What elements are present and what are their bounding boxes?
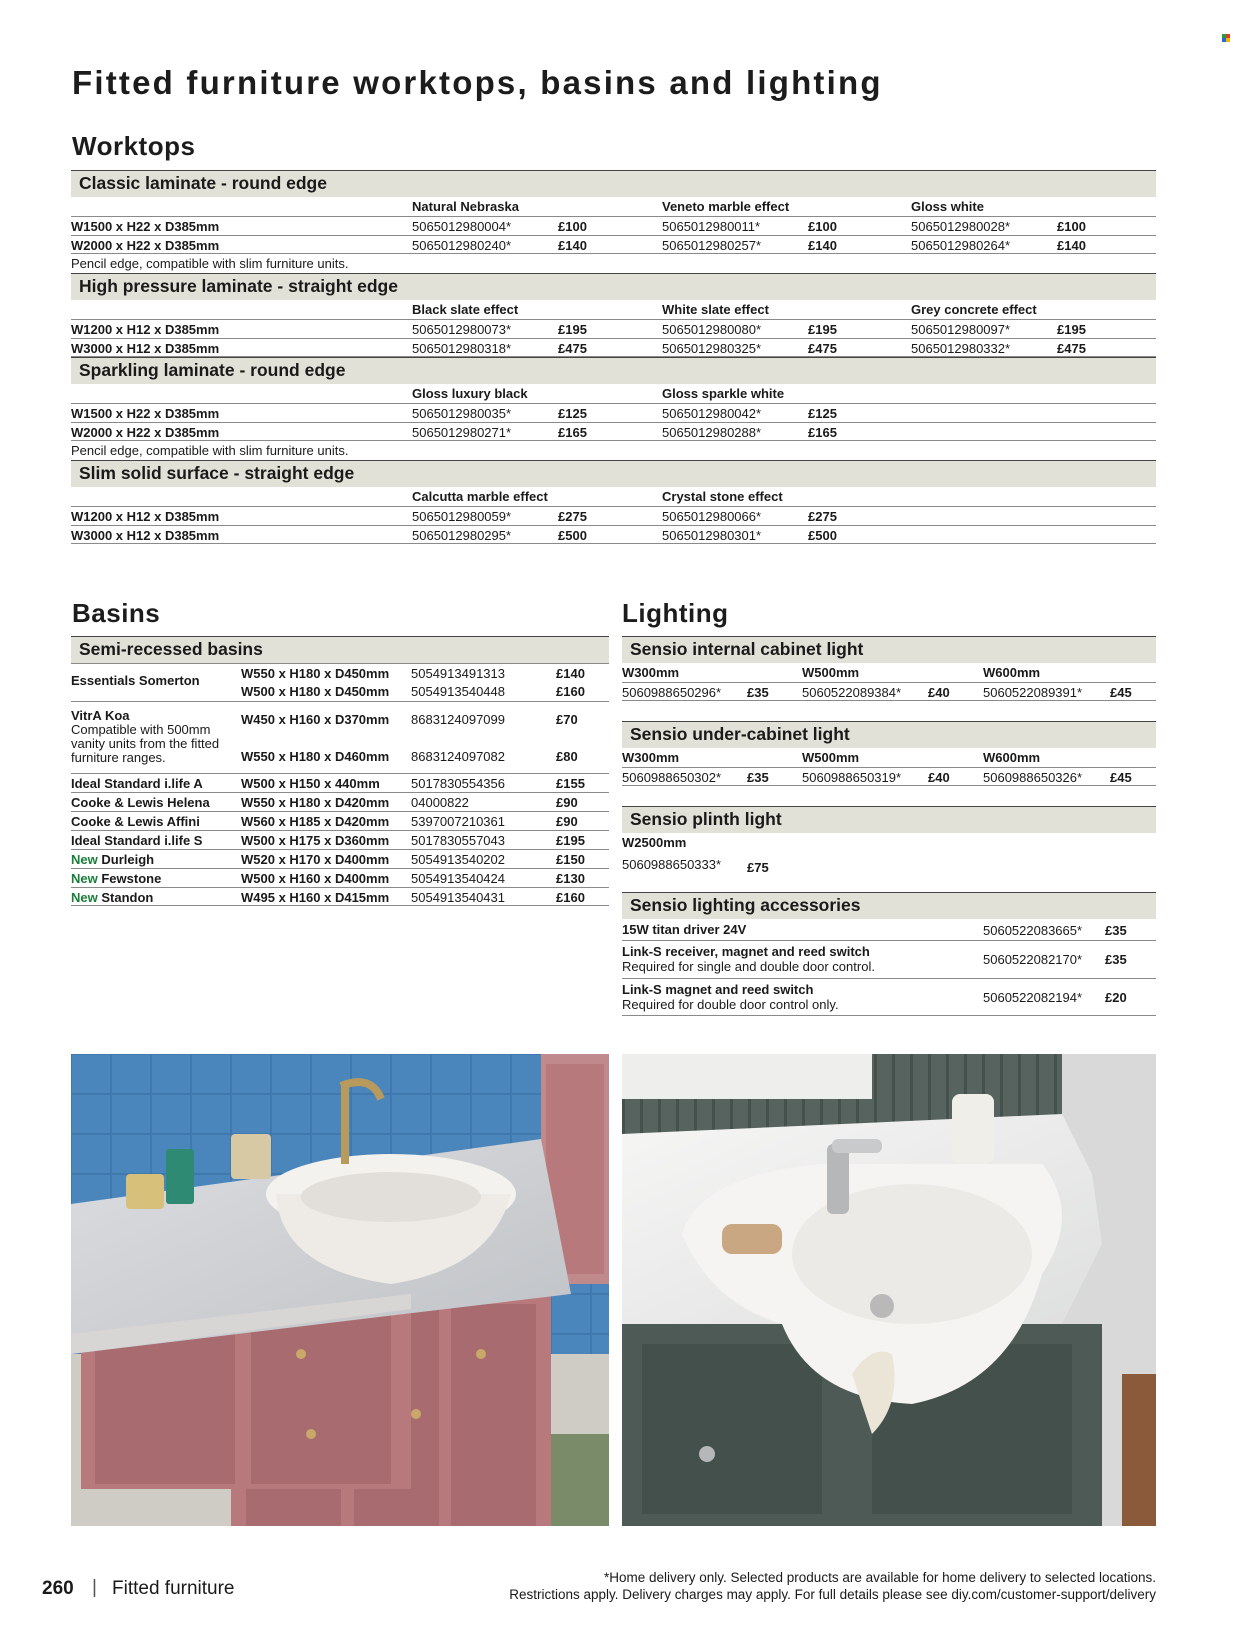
code-cell: 5060988650333*: [622, 857, 722, 872]
table-row: [71, 319, 1156, 338]
accessory-description: Required for double door control only.: [622, 997, 839, 1012]
size-cell: W550 x H180 x D460mm: [241, 749, 390, 764]
code-cell: 5054913491313: [411, 666, 505, 681]
code-cell: 5065012980240*: [412, 238, 512, 253]
price-cell: £40: [928, 770, 950, 785]
size-cell: W1200 x H12 x D385mm: [71, 322, 220, 337]
size-cell: W560 x H185 x D420mm: [241, 814, 390, 829]
code-cell: 5060988650319*: [802, 770, 902, 785]
code-cell: 5065012980011*: [662, 219, 761, 234]
page-number: 260: [42, 1578, 74, 1599]
size-cell: W1500 x H22 x D385mm: [71, 219, 220, 234]
lighting-table: [622, 636, 1156, 1016]
code-cell: 5054913540424: [411, 871, 505, 886]
code-cell: 5065012980332*: [911, 341, 1011, 356]
accessory-name: Link-S receiver, magnet and reed switch: [622, 944, 870, 959]
code-cell: 8683124097099: [411, 712, 505, 727]
price-cell: £475: [558, 341, 587, 356]
table-row: [71, 506, 1156, 525]
size-cell: W495 x H160 x D415mm: [241, 890, 390, 905]
basin-name: Ideal Standard i.life A: [71, 776, 203, 791]
table-row: [71, 887, 609, 906]
price-cell: £275: [808, 509, 837, 524]
worktop-section-bar: Slim solid surface - straight edge: [71, 460, 1156, 487]
price-cell: £275: [558, 509, 587, 524]
code-cell: 5060522082194*: [983, 990, 1083, 1005]
code-cell: 5065012980288*: [662, 425, 762, 440]
code-cell: 5054913540448: [411, 684, 505, 699]
basin-description: Compatible with 500mm vanity units from the fitted furniture ranges.: [71, 722, 220, 765]
table-row: [71, 849, 609, 868]
price-cell: £140: [558, 238, 587, 253]
code-cell: 5065012980318*: [412, 341, 512, 356]
basins-table: [71, 636, 609, 906]
price-cell: £475: [1057, 341, 1086, 356]
worktops-heading: Worktops: [72, 131, 196, 161]
basin-name: Essentials Somerton: [71, 673, 200, 688]
price-cell: £75: [747, 860, 769, 875]
price-cell: £130: [556, 871, 585, 886]
price-cell: £155: [556, 776, 585, 791]
price-cell: £195: [556, 833, 585, 848]
table-row: [71, 868, 609, 887]
table-row: [622, 682, 1156, 701]
disclaimer-line: *Home delivery only. Selected products are available for home delivery to selected locations.: [603, 1570, 1156, 1585]
basins-heading: Basins: [72, 598, 161, 628]
table-row: [71, 403, 1156, 422]
price-cell: £80: [556, 749, 578, 764]
basin-name: Durleigh: [101, 852, 155, 867]
disclaimer-line: Restrictions apply. Delivery charges may apply. For full details please see diy.com/customer-support/delivery: [509, 1587, 1156, 1602]
worktop-section-bar: Sparkling laminate - round edge: [71, 357, 1156, 384]
price-cell: £150: [556, 852, 585, 867]
basin-name: Standon: [101, 890, 154, 905]
worktop-section-bar: Classic laminate - round edge: [71, 170, 1156, 197]
table-row: [71, 792, 609, 811]
price-cell: £125: [558, 406, 587, 421]
basin-name: Cooke & Lewis Helena: [71, 795, 210, 810]
code-cell: 5065012980080*: [662, 322, 762, 337]
table-row: [71, 663, 609, 688]
code-cell: 5054913540431: [411, 890, 505, 905]
footer-section-name: Fitted furniture: [112, 1578, 235, 1599]
price-cell: £35: [747, 770, 769, 785]
price-cell: £500: [808, 528, 837, 543]
code-cell: 5065012980257*: [662, 238, 762, 253]
finish-label: Gloss white: [911, 199, 984, 214]
price-cell: £475: [808, 341, 837, 356]
size-cell: W500 x H180 x D450mm: [241, 684, 390, 699]
price-cell: £35: [747, 685, 769, 700]
basin-name: VitrA Koa: [71, 708, 130, 723]
size-cell: W2000 x H22 x D385mm: [71, 238, 220, 253]
price-cell: £125: [808, 406, 837, 421]
code-cell: 5065012980097*: [911, 322, 1011, 337]
code-cell: 5017830554356: [411, 776, 505, 791]
table-row: [71, 525, 1156, 544]
table-row: [622, 978, 1156, 1016]
price-cell: £70: [556, 712, 578, 727]
basin-name: Fewstone: [101, 871, 162, 886]
section-note: [71, 441, 1156, 460]
table-row: [71, 682, 609, 701]
price-cell: £165: [558, 425, 587, 440]
code-cell: 5065012980035*: [412, 406, 512, 421]
price-cell: £160: [556, 684, 585, 699]
code-cell: 5065012980073*: [412, 322, 512, 337]
code-cell: 5065012980325*: [662, 341, 762, 356]
width-header-row: [622, 748, 1156, 767]
accessory-name: 15W titan driver 24V: [622, 922, 747, 937]
worktops-table: [71, 170, 1156, 544]
code-cell: 5065012980059*: [412, 509, 512, 524]
size-cell: W500 x H160 x D400mm: [241, 871, 390, 886]
width-label: W500mm: [802, 750, 860, 765]
code-cell: 5065012980042*: [662, 406, 762, 421]
price-cell: £35: [1105, 923, 1127, 938]
lighting-section-bar: Sensio internal cabinet light: [622, 636, 1156, 663]
width-label: W600mm: [983, 750, 1041, 765]
price-cell: £35: [1105, 952, 1127, 967]
size-cell: W1200 x H12 x D385mm: [71, 509, 220, 524]
price-cell: £20: [1105, 990, 1127, 1005]
code-cell: 5060522089384*: [802, 685, 902, 700]
table-row: [71, 338, 1156, 357]
price-cell: £90: [556, 814, 578, 829]
width-label: W2500mm: [622, 835, 687, 850]
width-label: W300mm: [622, 665, 680, 680]
price-cell: £100: [558, 219, 587, 234]
width-label: W500mm: [802, 665, 860, 680]
table-row: [71, 701, 609, 773]
accessory-description: Required for single and double door control.: [622, 959, 875, 974]
code-cell: 8683124097082: [411, 749, 505, 764]
price-cell: £500: [558, 528, 587, 543]
size-cell: W450 x H160 x D370mm: [241, 712, 390, 727]
width-header-row: [622, 663, 1156, 682]
code-cell: 5065012980004*: [412, 219, 512, 234]
code-cell: 5065012980295*: [412, 528, 512, 543]
price-cell: £45: [1110, 770, 1132, 785]
table-row: [71, 773, 609, 792]
size-cell: W2000 x H22 x D385mm: [71, 425, 220, 440]
print-mark: [1222, 34, 1230, 42]
code-cell: 5065012980028*: [911, 219, 1011, 234]
size-cell: W500 x H150 x 440mm: [241, 776, 380, 791]
delivery-disclaimer: [509, 1569, 1156, 1603]
code-cell: 5397007210361: [411, 814, 505, 829]
price-cell: £140: [556, 666, 585, 681]
table-row: [71, 216, 1156, 235]
table-row: [622, 852, 1156, 875]
table-row: [71, 235, 1156, 254]
code-cell: 5060988650326*: [983, 770, 1083, 785]
code-cell: 5065012980264*: [911, 238, 1011, 253]
basin-name: Cooke & Lewis Affini: [71, 814, 200, 829]
code-cell: 5065012980066*: [662, 509, 762, 524]
table-row: [71, 830, 609, 849]
lighting-heading: Lighting: [622, 598, 729, 628]
price-cell: £195: [808, 322, 837, 337]
size-cell: W550 x H180 x D450mm: [241, 666, 390, 681]
accessory-name: Link-S magnet and reed switch: [622, 982, 814, 997]
basin-name: Ideal Standard i.life S: [71, 833, 203, 848]
finish-label: Crystal stone effect: [662, 489, 783, 504]
table-row: [622, 919, 1156, 940]
price-cell: £195: [1057, 322, 1086, 337]
photo-grey-vanity-basin: [622, 1054, 1156, 1526]
worktop-section-bar: High pressure laminate - straight edge: [71, 273, 1156, 300]
code-cell: 5065012980271*: [412, 425, 512, 440]
note-text: Pencil edge, compatible with slim furniture units.: [71, 256, 349, 271]
finish-header-row: [71, 384, 1156, 403]
table-row: [71, 422, 1156, 441]
size-cell: W3000 x H12 x D385mm: [71, 341, 220, 356]
price-cell: £100: [1057, 219, 1086, 234]
finish-label: Gloss luxury black: [412, 386, 528, 401]
lighting-section-bar: Sensio plinth light: [622, 806, 1156, 833]
price-cell: £45: [1110, 685, 1132, 700]
note-text: Pencil edge, compatible with slim furniture units.: [71, 443, 349, 458]
code-cell: 5017830557043: [411, 833, 505, 848]
code-cell: 5060988650302*: [622, 770, 722, 785]
code-cell: 04000822: [411, 795, 469, 810]
code-cell: 5065012980301*: [662, 528, 762, 543]
section-note: [71, 254, 1156, 273]
price-cell: £100: [808, 219, 837, 234]
code-cell: 5054913540202: [411, 852, 505, 867]
size-cell: W520 x H170 x D400mm: [241, 852, 390, 867]
new-badge: New: [71, 871, 98, 886]
basins-section-bar: Semi-recessed basins: [71, 636, 609, 663]
price-cell: £140: [808, 238, 837, 253]
finish-header-row: [71, 197, 1156, 216]
finish-label: Black slate effect: [412, 302, 519, 317]
table-row: [622, 767, 1156, 786]
width-header-row: [622, 833, 1156, 852]
lighting-section-bar: Sensio lighting accessories: [622, 892, 1156, 919]
finish-label: White slate effect: [662, 302, 769, 317]
size-cell: W550 x H180 x D420mm: [241, 795, 390, 810]
size-cell: W1500 x H22 x D385mm: [71, 406, 220, 421]
page-title: Fitted furniture worktops, basins and lighting: [72, 64, 883, 101]
finish-label: Natural Nebraska: [412, 199, 519, 214]
code-cell: 5060522089391*: [983, 685, 1083, 700]
price-cell: £40: [928, 685, 950, 700]
price-cell: £165: [808, 425, 837, 440]
table-row: [622, 940, 1156, 978]
price-cell: £90: [556, 795, 578, 810]
price-cell: £160: [556, 890, 585, 905]
code-cell: 5060988650296*: [622, 685, 722, 700]
code-cell: 5060522083665*: [983, 923, 1083, 938]
price-cell: £140: [1057, 238, 1086, 253]
photo-pink-vanity-basin: [71, 1054, 609, 1526]
finish-header-row: [71, 300, 1156, 319]
finish-label: Gloss sparkle white: [662, 386, 785, 401]
table-row: [71, 811, 609, 830]
price-cell: £195: [558, 322, 587, 337]
finish-label: Veneto marble effect: [662, 199, 790, 214]
finish-header-row: [71, 487, 1156, 506]
footer-separator: |: [92, 1577, 97, 1598]
size-cell: W3000 x H12 x D385mm: [71, 528, 220, 543]
code-cell: 5060522082170*: [983, 952, 1083, 967]
width-label: W600mm: [983, 665, 1041, 680]
new-badge: New: [71, 852, 98, 867]
width-label: W300mm: [622, 750, 680, 765]
new-badge: New: [71, 890, 98, 905]
size-cell: W500 x H175 x D360mm: [241, 833, 390, 848]
finish-label: Calcutta marble effect: [412, 489, 548, 504]
lighting-section-bar: Sensio under-cabinet light: [622, 721, 1156, 748]
finish-label: Grey concrete effect: [911, 302, 1037, 317]
